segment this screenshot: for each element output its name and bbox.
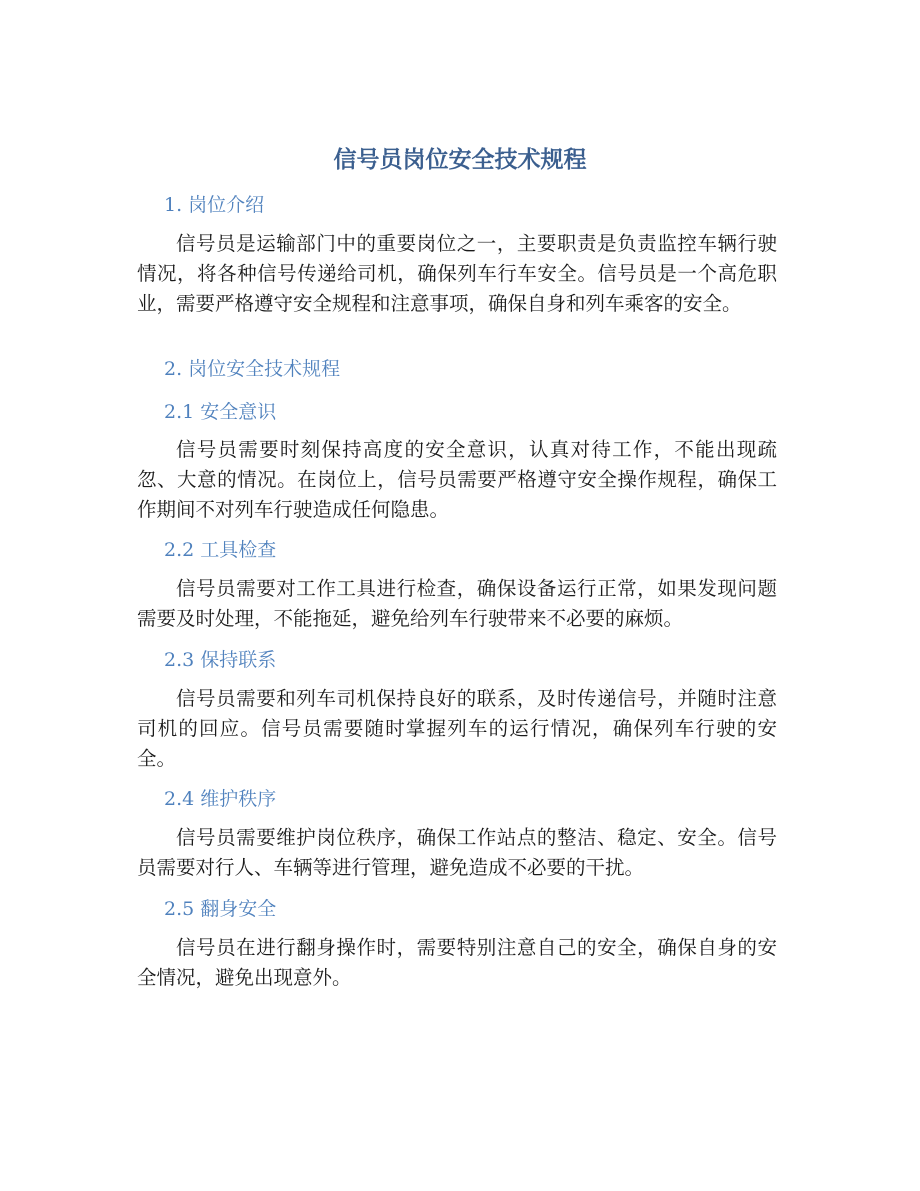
section-heading-2-1: 2.1 安全意识 bbox=[164, 401, 277, 423]
section-heading-2-3: 2.3 保持联系 bbox=[164, 649, 277, 671]
section-paragraph-2-2: 信号员需要对工作工具进行检查，确保设备运行正常，如果发现问题需要及时处理，不能拖延，避免给列车行驶带来不必要的麻烦。 bbox=[137, 577, 777, 630]
section-heading-2-2: 2.2 工具检查 bbox=[164, 539, 277, 561]
section-paragraph-2-3: 信号员需要和列车司机保持良好的联系，及时传递信号，并随时注意司机的回应。信号员需要随时掌握列车的运行情况，确保列车行驶的安全。 bbox=[137, 687, 777, 770]
section-paragraph-2-4: 信号员需要维护岗位秩序，确保工作站点的整洁、稳定、安全。信号员需要对行人、车辆等进行管理，避免造成不必要的干扰。 bbox=[137, 826, 777, 879]
section-heading-2-5: 2.5 翻身安全 bbox=[164, 898, 277, 920]
section-heading-2-4: 2.4 维护秩序 bbox=[164, 788, 277, 810]
section-paragraph-2-1: 信号员需要时刻保持高度的安全意识，认真对待工作，不能出现疏忽、大意的情况。在岗位上，信号员需要严格遵守安全操作规程，确保工作期间不对列车行驶造成任何隐患。 bbox=[137, 438, 777, 521]
section-paragraph-2-5: 信号员在进行翻身操作时，需要特别注意自己的安全，确保自身的安全情况，避免出现意外。 bbox=[137, 936, 777, 989]
section-heading-1: 1. 岗位介绍 bbox=[164, 194, 265, 216]
section-paragraph-1: 信号员是运输部门中的重要岗位之一，主要职责是负责监控车辆行驶情况，将各种信号传递给司机，确保列车行车安全。信号员是一个高危职业，需要严格遵守安全规程和注意事项，确保自身和列车乘客的安全。 bbox=[137, 232, 777, 315]
page-title: 信号员岗位安全技术规程 bbox=[333, 146, 587, 173]
section-heading-2: 2. 岗位安全技术规程 bbox=[164, 358, 341, 380]
